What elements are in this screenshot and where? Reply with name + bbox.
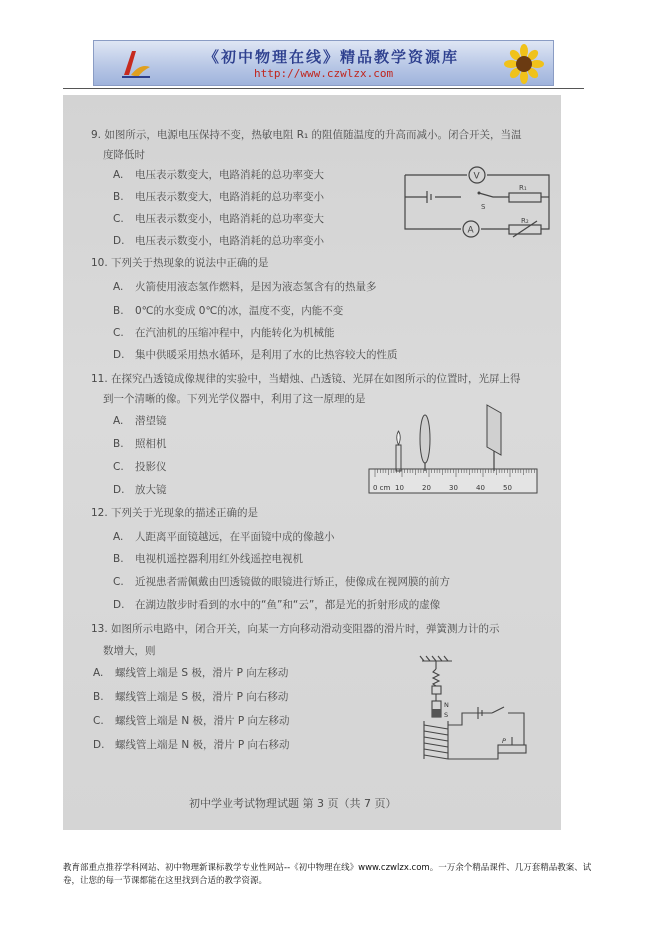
r1-label: R₁ [519, 184, 527, 192]
candle-flame [397, 431, 401, 445]
voltmeter-label: V [473, 171, 480, 182]
q12-option-d: D. 在湖边散步时看到的水中的“鱼”和“云”，都是光的折射形成的虚像 [113, 599, 441, 611]
slider-p-label: P [502, 737, 506, 745]
q12-option-a: A. 人距离平面镜越远，在平面镜中成的像越小 [113, 531, 335, 543]
q11-optics-bench-diagram [365, 399, 541, 505]
ruler-label-20: 20 [422, 484, 431, 492]
ruler-label-30: 30 [449, 484, 458, 492]
page-footer: 初中学业考试物理试题 第 3 页（共 7 页） [189, 797, 397, 810]
q12-stem: 12. 下列关于光现象的描述正确的是 [91, 507, 259, 519]
q13-option-d: D. 螺线管上端是 N 极，滑片 P 向右移动 [93, 739, 290, 751]
q9-stem-line1: 9. 如图所示，电源电压保持不变，热敏电阻 R₁ 的阻值随温度的升高而减小。闭合开关，当温 [91, 129, 522, 141]
magnet-n-label: N [444, 701, 449, 709]
q10-option-c: C. 在汽油机的压缩冲程中，内能转化为机械能 [113, 327, 335, 339]
q11-option-c: C. 投影仪 [113, 461, 167, 473]
q11-stem-line1: 11. 在探究凸透镜成像规律的实验中，当蜡烛、凸透镜、光屏在如图所示的位置时，光屏上得 [91, 373, 521, 385]
convex-lens [420, 415, 430, 463]
ruler-label-0: 0 cm [373, 484, 391, 492]
q11-option-a: A. 潜望镜 [113, 415, 167, 427]
q9-option-d: D. 电压表示数变小，电路消耗的总功率变小 [113, 235, 324, 247]
switch-label: S [481, 203, 486, 211]
site-banner [93, 40, 554, 86]
q10-option-d: D. 集中供暖采用热水循环，是利用了水的比热容较大的性质 [113, 349, 398, 361]
q12-option-c: C. 近视患者需佩戴由凹透镜做的眼镜进行矫正，使像成在视网膜的前方 [113, 576, 450, 588]
q13-stem-line2: 数增大，则 [103, 645, 156, 657]
header-rule [63, 88, 584, 89]
q12-option-b: B. 电视机遥控器利用红外线遥控电视机 [113, 553, 303, 565]
q9-circuit-diagram [401, 157, 553, 241]
ruler-label-40: 40 [476, 484, 485, 492]
q13-stem-line1: 13. 如图所示电路中，闭合开关，向某一方向移动滑动变阻器的滑片时，弹簧测力计的示 [91, 623, 500, 635]
q11-stem-line2: 到一个清晰的像。下列光学仪器中，利用了这一原理的是 [103, 393, 366, 405]
ruler-label-50: 50 [503, 484, 512, 492]
ammeter-label: A [467, 225, 474, 236]
light-screen [487, 405, 501, 455]
q10-stem: 10. 下列关于热现象的说法中正确的是 [91, 257, 269, 269]
banner-url[interactable]: http://www.czwlzx.com [254, 67, 394, 80]
q9-option-a: A. 电压表示数变大，电路消耗的总功率变大 [113, 169, 324, 181]
site-bottom-note: 教育部重点推荐学科网站、初中物理新课标教学专业性网站--《初中物理在线》www.czwlzx.com。一万余个精品课件、几万套精品教案、试卷，让您的每一节课都能在这里找到合适的教学资源。 [63, 863, 592, 886]
spring [433, 669, 439, 686]
q11-option-d: D. 放大镜 [113, 484, 167, 496]
q9-stem-line2: 度降低时 [103, 149, 145, 161]
q13-option-c: C. 螺线管上端是 N 极，滑片 P 向左移动 [93, 715, 290, 727]
magnet-s-label: S [444, 711, 449, 719]
q10-option-a: A. 火箭使用液态氢作燃料，是因为液态氢含有的热量多 [113, 281, 377, 293]
r2-label: R₂ [521, 217, 529, 225]
candle [396, 445, 401, 471]
q13-electromagnet-circuit-diagram [418, 655, 528, 767]
ruler-label-10: 10 [395, 484, 404, 492]
q11-option-b: B. 照相机 [113, 438, 167, 450]
q13-option-a: A. 螺线管上端是 S 极，滑片 P 向左移动 [93, 667, 289, 679]
banner-title: 《初中物理在线》精品教学资源库 [204, 48, 460, 66]
exam-page-photo [63, 95, 561, 830]
site-logo-icon [118, 45, 154, 81]
q13-option-b: B. 螺线管上端是 S 极，滑片 P 向右移动 [93, 691, 289, 703]
q10-option-b: B. 0℃的水变成 0℃的冰，温度不变，内能不变 [113, 305, 344, 317]
q9-option-b: B. 电压表示数变大，电路消耗的总功率变小 [113, 191, 324, 203]
sunflower-icon [501, 43, 547, 85]
q9-option-c: C. 电压表示数变小，电路消耗的总功率变大 [113, 213, 324, 225]
